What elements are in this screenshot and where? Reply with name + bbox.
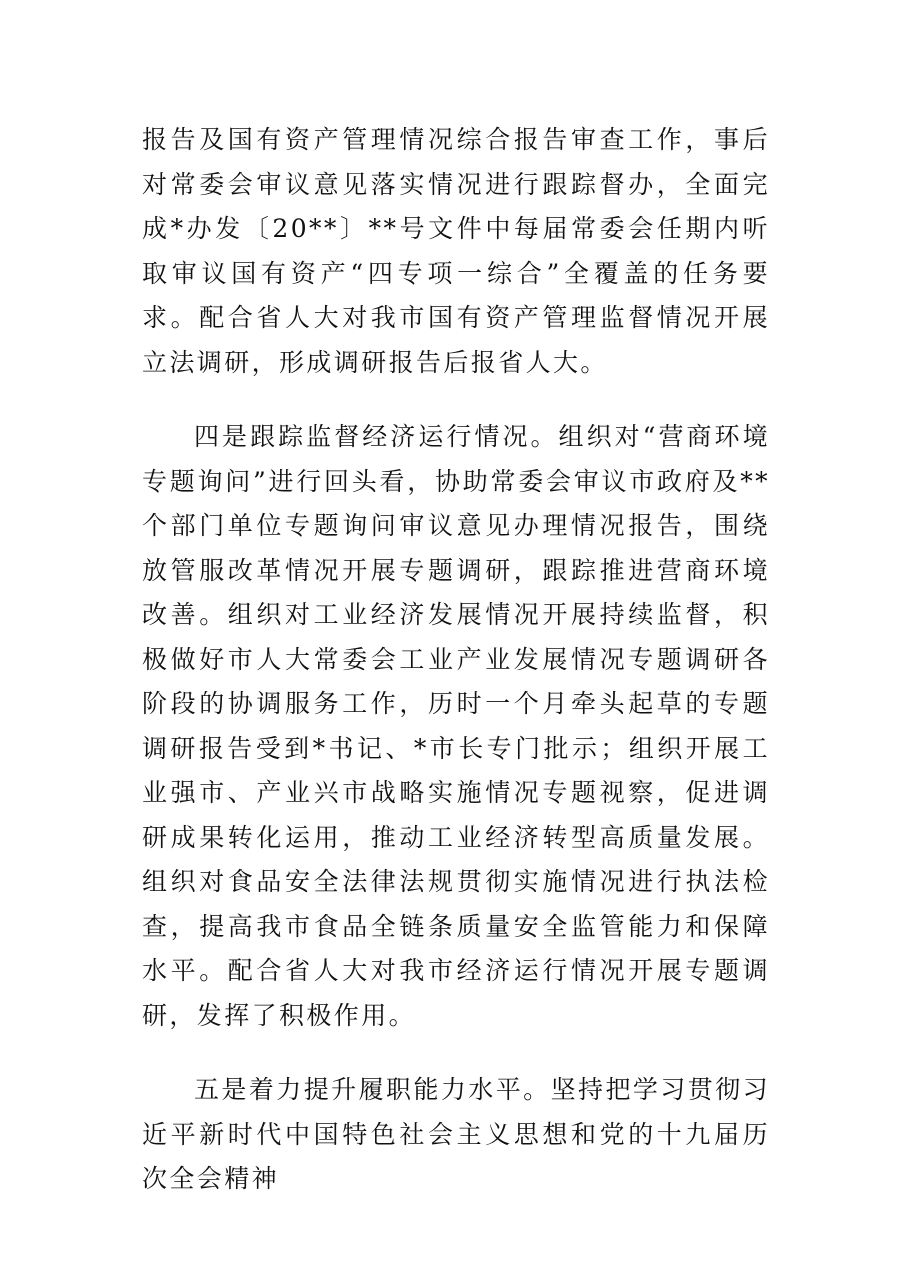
document-body: [142, 118, 770, 1202]
paragraph-state-assets-review: 报告及国有资产管理情况综合报告审查工作，事后对常委会审议意见落实情况进行跟踪督办，全面完成*办发〔20**〕**号文件中每届常委会任期内听取审议国有资产“四专项一综合”全覆盖的任务要求。配合省人大对我市国有资产管理监督情况开展立法调研，形成调研报告后报省人大。: [142, 125, 770, 377]
paragraph-economic-supervision: 四是跟踪监督经济运行情况。组织对“营商环境专题询问”进行回头看，协助常委会审议市政府及**个部门单位专题询问审议意见办理情况报告，围绕放管服改革情况开展专题调研，跟踪推进营商环境改善。组织对工业经济发展情况开展持续监督，积极做好市人大常委会工业产业发展情况专题调研各阶段的协调服务工作，历时一个月牵头起草的专题调研报告受到*书记、*市长专门批示；组织开展工业强市、产业兴市战略实施情况专题视察，促进调研成果转化运用，推动工业经济转型高质量发展。组织对食品安全法律法规贯彻实施情况进行执法检查，提高我市食品全链条质量安全监管能力和保障水平。配合省人大对我市经济运行情况开展专题调研，发挥了积极作用。: [142, 422, 770, 1030]
paragraph-capability-improvement: 五是着力提升履职能力水平。坚持把学习贯彻习近平新时代中国特色社会主义思想和党的十九届历次全会精神: [142, 1075, 770, 1193]
